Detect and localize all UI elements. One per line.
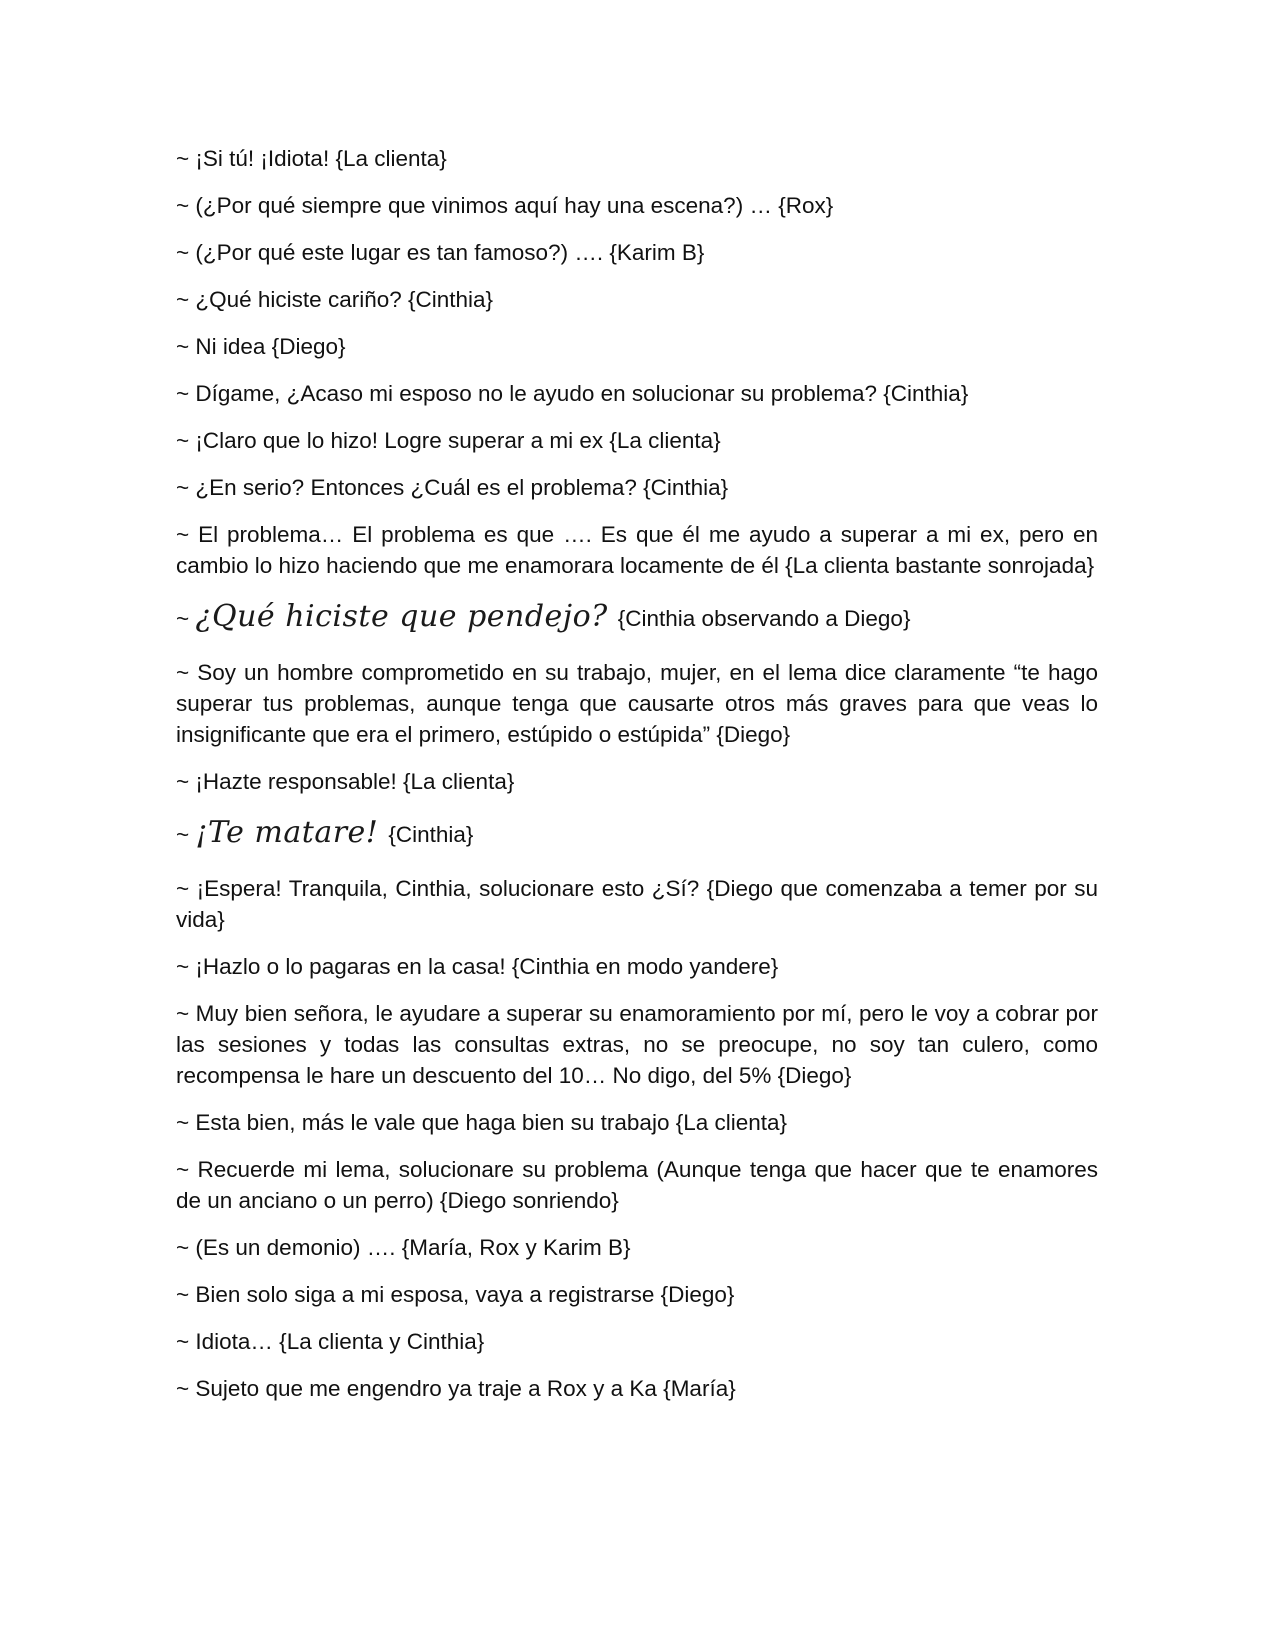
dialogue-line: ~ ¡Si tú! ¡Idiota! {La clienta}	[176, 146, 447, 171]
dialogue-line-shout: ~ ¿Qué hiciste que pendejo? {Cinthia observando a Diego}	[176, 599, 911, 634]
dialogue-line: ~ Dígame, ¿Acaso mi esposo no le ayudo en solucionar su problema? {Cinthia}	[176, 381, 969, 406]
dialogue-line: ~ ¡Claro que lo hizo! Logre superar a mi ex {La clienta}	[176, 428, 721, 453]
dialogue-line: ~ ¡Hazlo o lo pagaras en la casa! {Cinthia en modo yandere}	[176, 954, 779, 979]
dialogue-line: ~ (Es un demonio) …. {María, Rox y Karim B}	[176, 1235, 631, 1260]
speaker-tag: {Cinthia observando a Diego}	[617, 606, 911, 631]
dialogue-line-shout: ~ ¡Te matare! {Cinthia}	[176, 815, 474, 850]
dialogue-line: ~ ¿En serio? Entonces ¿Cuál es el problema? {Cinthia}	[176, 475, 729, 500]
dialogue-line: ~ ¿Qué hiciste cariño? {Cinthia}	[176, 287, 494, 312]
dialogue-line: ~ (¿Por qué siempre que vinimos aquí hay una escena?) … {Rox}	[176, 193, 834, 218]
dialogue-line: ~ Muy bien señora, le ayudare a superar su enamoramiento por mí, pero le voy a cobrar por las sesiones y todas las consultas extras, no se preocupe, no soy tan culero, como recompensa le hare un descuento del 10… No digo, del 5% {Diego}	[176, 1001, 1098, 1088]
dialogue-line: ~ Esta bien, más le vale que haga bien su trabajo {La clienta}	[176, 1110, 788, 1135]
shout-text: ¿Qué hiciste que pendejo?	[195, 599, 608, 634]
shout-text: ¡Te matare!	[195, 815, 379, 850]
dialogue-line: ~ ¡Hazte responsable! {La clienta}	[176, 769, 515, 794]
dialogue-line: ~ ¡Espera! Tranquila, Cinthia, solucionare esto ¿Sí? {Diego que comenzaba a temer por su vida}	[176, 876, 1098, 932]
dialogue-line: ~ Soy un hombre comprometido en su trabajo, mujer, en el lema dice claramente “te hago superar tus problemas, aunque tenga que causarte otros más graves para que veas lo insignificante que era el primero, estúpido o estúpida” {Diego}	[176, 660, 1098, 747]
dialogue-line: ~ Bien solo siga a mi esposa, vaya a registrarse {Diego}	[176, 1282, 735, 1307]
speaker-tag: {Cinthia}	[388, 822, 474, 847]
dialogue-line: ~ (¿Por qué este lugar es tan famoso?) …. {Karim B}	[176, 240, 705, 265]
dialogue-line: ~ Recuerde mi lema, solucionare su problema (Aunque tenga que hacer que te enamores de un anciano o un perro) {Diego sonriendo}	[176, 1157, 1098, 1213]
dialogue-line: ~ Idiota… {La clienta y Cinthia}	[176, 1329, 485, 1354]
dialogue-line: ~ El problema… El problema es que …. Es que él me ayudo a superar a mi ex, pero en cambio lo hizo haciendo que me enamorara locamente de él {La clienta bastante sonrojada}	[176, 522, 1098, 578]
dialogue-line: ~ Sujeto que me engendro ya traje a Rox y a Ka {María}	[176, 1376, 736, 1401]
dialogue-text	[176, 143, 1098, 1420]
dialogue-line: ~ Ni idea {Diego}	[176, 334, 346, 359]
